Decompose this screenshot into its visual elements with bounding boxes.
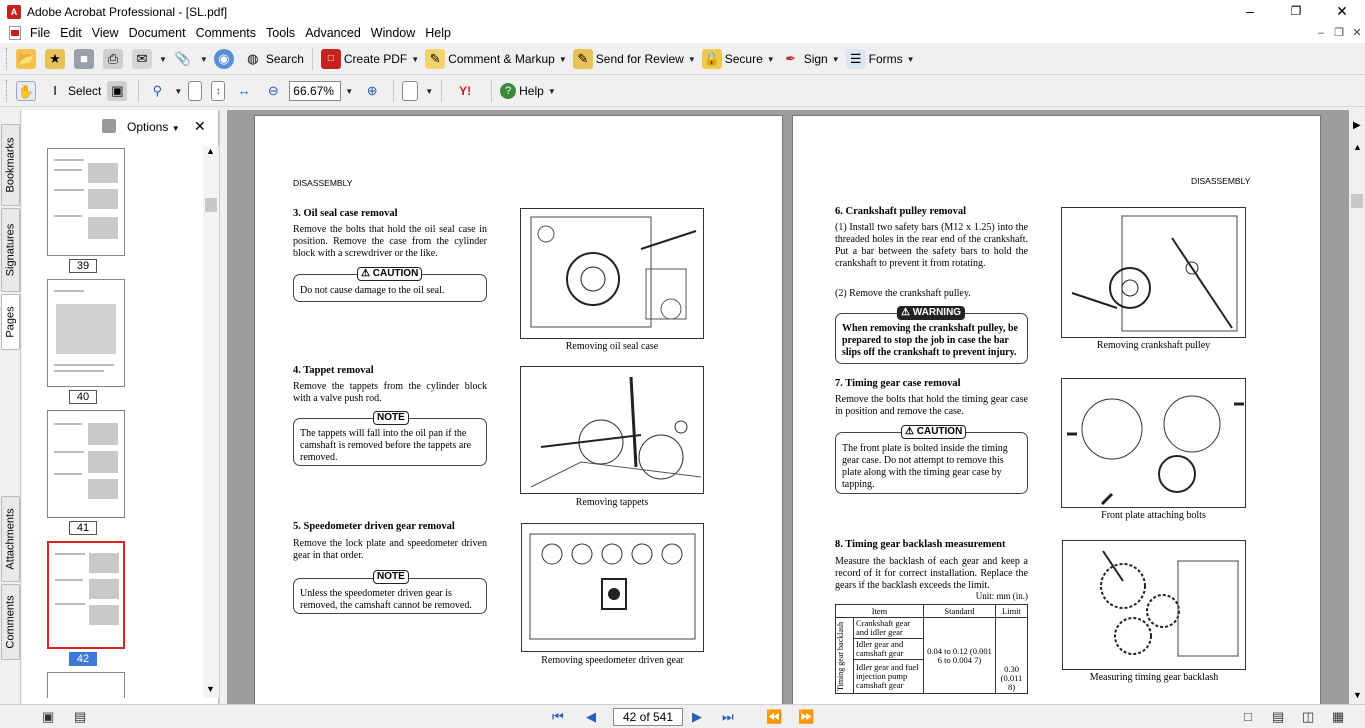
table-header-item: Item: [836, 605, 924, 618]
next-page-icon[interactable]: ▶: [692, 709, 702, 724]
section-title: 6. Crankshaft pulley removal: [835, 206, 967, 217]
thumbnail-page-number: 39: [69, 259, 97, 273]
thumbnail-scrollbar[interactable]: [203, 146, 219, 698]
rotate-view-icon: [402, 81, 418, 101]
section-item: (1) Install two safety bars (M12 x 1.25) into the threaded holes in the rear end of the crankshaft. Put a bar between the safety bars to hold the crankshaft to prevent it from rotating.: [835, 222, 1028, 269]
page-icon: [188, 81, 202, 101]
menu-help[interactable]: Help: [425, 26, 451, 40]
send-for-review-label: Send for Review: [595, 52, 684, 66]
yahoo-icon: Y!: [459, 84, 472, 98]
section-text: Remove the bolts that hold the oil seal case in position. Remove the case from the cylinder block with a screwdriver or the like.: [293, 224, 487, 259]
page-number-field[interactable]: 42 of 541: [613, 708, 683, 726]
table-limit-value: 0.30 (0.011 8): [996, 618, 1028, 694]
warning-box: [835, 313, 1028, 364]
open-button[interactable]: [13, 46, 42, 72]
zoom-in-tool-button[interactable]: [144, 78, 185, 104]
printer-icon: ⎙: [103, 49, 123, 69]
window-title: Adobe Acrobat Professional - [SL.pdf]: [27, 4, 228, 19]
doc-restore-button[interactable]: ❐: [1334, 27, 1344, 39]
warning-text: When removing the crankshaft pulley, be prepared to stop the job in case the bar slips off the crankshaft to prevent injury.: [842, 323, 1018, 358]
toolbar-separator: [312, 48, 313, 70]
select-label: Select: [68, 84, 102, 98]
figure-caption: Removing tappets: [575, 497, 649, 508]
pen-icon: ✒: [785, 51, 797, 66]
thumbnail-page-number: 40: [69, 390, 97, 404]
menu-advanced[interactable]: Advanced: [305, 26, 361, 40]
panel-expand-icon[interactable]: ▶: [1353, 120, 1361, 131]
chevron-down-icon: ▼: [174, 86, 183, 96]
section-text: Measure the backlash of each gear and keep a record of it for correct installation. Replace the gears if the backlash exceeds the limit.: [835, 556, 1028, 591]
actual-size-button[interactable]: [185, 78, 208, 104]
section-text: Remove the lock plate and speedometer driven gear in that order.: [293, 538, 487, 561]
document-scrollbar[interactable]: [1349, 110, 1365, 704]
menu-document[interactable]: Document: [128, 26, 186, 40]
attach-button[interactable]: [170, 46, 211, 72]
plus-circle-icon: ⊕: [366, 83, 378, 98]
tab-attachments-label: Attachments: [4, 508, 17, 570]
fit-page-button[interactable]: [208, 78, 231, 104]
toolbar-separator: [491, 80, 492, 102]
magnifier-icon: ⚲: [152, 83, 163, 98]
acrobat-app-icon: A: [7, 5, 21, 19]
chevron-down-icon: ▼: [558, 54, 567, 64]
fit-width-icon: ↔: [237, 83, 251, 98]
menu-view[interactable]: View: [91, 26, 119, 40]
figure-caption: Measuring timing gear backlash: [1089, 672, 1219, 683]
comment-markup-label: Comment & Markup: [448, 52, 555, 66]
paperclip-icon: 📎: [174, 51, 192, 66]
toolbar-separator: [441, 80, 442, 102]
continuous-icon[interactable]: ▤: [1272, 709, 1285, 724]
scroll-down-icon[interactable]: ▼: [1353, 690, 1362, 700]
help-button[interactable]: [497, 78, 559, 104]
fit-width-button[interactable]: [231, 78, 260, 104]
document-view: [227, 110, 1349, 704]
scroll-up-icon[interactable]: ▲: [206, 146, 215, 156]
chevron-down-icon: ▼: [425, 86, 434, 96]
camera-icon: ▣: [107, 81, 127, 101]
pages-panel: [22, 110, 219, 704]
search-button[interactable]: [240, 46, 307, 72]
backlash-spec-table: [835, 604, 1028, 694]
page-thumbnail[interactable]: [47, 279, 125, 387]
text-cursor-icon: I: [53, 83, 57, 98]
note-text: The tappets will fall into the oil pan if the camshaft is removed before the tappets are removed.: [300, 428, 472, 463]
table-header-limit: Limit: [996, 605, 1028, 618]
search-label: Search: [265, 52, 304, 66]
page-layout-icon[interactable]: ▣: [42, 709, 55, 724]
options-menu[interactable]: [127, 120, 180, 134]
save-icon: ■: [74, 49, 94, 69]
note-tag-text: NOTE: [377, 571, 405, 582]
previous-view-icon[interactable]: ⏪: [766, 709, 783, 724]
tab-comments-label: Comments: [4, 595, 17, 649]
menu-bar: [0, 23, 1365, 43]
secure-button[interactable]: [699, 46, 778, 72]
pdf-page-left: [254, 115, 783, 704]
menu-tools[interactable]: Tools: [266, 26, 296, 40]
doc-close-button[interactable]: ✕: [1352, 27, 1362, 39]
organizer-icon: ★: [45, 49, 65, 69]
caution-text: Do not cause damage to the oil seal.: [300, 285, 445, 296]
navigation-tabs: [0, 110, 21, 704]
sign-button[interactable]: [778, 46, 843, 72]
chevron-down-icon: ▼: [766, 54, 775, 64]
scroll-thumb[interactable]: [1351, 194, 1363, 208]
table-row-label: Idler gear and fuel injection pump camshaft gear: [854, 660, 924, 694]
chevron-down-icon: ▼: [906, 54, 915, 64]
page-header: DISASSEMBLY: [293, 178, 353, 188]
unit-label: Unit: mm (in.): [975, 591, 1028, 601]
page-thumbnail[interactable]: [47, 672, 125, 698]
warning-tag-text: WARNING: [912, 307, 962, 318]
page-header: DISASSEMBLY: [1191, 176, 1251, 186]
panel-splitter[interactable]: [219, 110, 226, 704]
binoculars-icon: ◍: [247, 51, 259, 66]
next-view-icon[interactable]: ⏩: [798, 709, 815, 724]
figure-caption: Removing oil seal case: [565, 341, 659, 352]
help-label: Help: [519, 84, 544, 98]
navigation-toolbar: [0, 76, 1365, 107]
email-button[interactable]: [129, 46, 170, 72]
section-text: Remove the tappets from the cylinder block with a valve push rod.: [293, 381, 487, 404]
tab-pages[interactable]: [1, 294, 20, 350]
secure-label: Secure: [724, 52, 763, 66]
minimize-button[interactable]: –: [1246, 3, 1254, 19]
figure-crankshaft-pulley: [1061, 207, 1246, 338]
trash-icon[interactable]: [102, 119, 116, 133]
figure-caption: Front plate attaching bolts: [1101, 510, 1206, 521]
section-title: 5. Speedometer driven gear removal: [293, 521, 455, 532]
caution-text: The front plate is bolted inside the timing gear case. Do not attempt to remove this plate along with the timing gear case by tapping.: [842, 443, 1008, 490]
warning-label: ⚠ WARNING: [897, 306, 965, 320]
thumbnail-list: [22, 146, 202, 698]
restore-button[interactable]: ❐: [1290, 4, 1302, 18]
close-window-button[interactable]: ✕: [1336, 3, 1348, 19]
note-label: [373, 570, 409, 584]
tab-attachments[interactable]: [1, 496, 20, 582]
organizer-button[interactable]: [42, 46, 71, 72]
caution-box: [835, 432, 1028, 494]
email-icon: ✉: [132, 49, 152, 69]
table-header-standard: Standard: [924, 605, 996, 618]
page-thumbnail-selected[interactable]: [47, 541, 125, 649]
tab-signatures[interactable]: [1, 208, 20, 292]
page-thumbnail[interactable]: [47, 148, 125, 256]
comment-icon: ✎: [425, 49, 445, 69]
table-row-label: Idler gear and camshaft gear: [854, 639, 924, 660]
file-toolbar: [0, 44, 1365, 75]
print-button[interactable]: [100, 46, 129, 72]
tab-signatures-label: Signatures: [4, 223, 17, 277]
menu-comments[interactable]: Comments: [195, 26, 256, 40]
sign-label: Sign: [803, 52, 828, 66]
caution-tag-text: CAUTION: [372, 268, 419, 279]
section-title: 4. Tappet removal: [293, 365, 374, 376]
help-icon: ?: [500, 83, 516, 99]
create-pdf-icon: □: [321, 49, 341, 69]
forms-label: Forms: [868, 52, 903, 66]
section-item: (2) Remove the crankshaft pulley.: [835, 288, 971, 299]
section-text: Remove the bolts that hold the timing gear case in position and remove the case.: [835, 394, 1028, 417]
figure-caption: Removing crankshaft pulley: [1096, 340, 1211, 351]
create-pdf-button[interactable]: [318, 46, 422, 72]
zoom-level-input[interactable]: 66.67%: [289, 81, 341, 101]
table-row-label: Crankshaft gear and idler gear: [854, 618, 924, 639]
chevron-down-icon: ▼: [547, 86, 556, 96]
pages-panel-header: [22, 110, 219, 142]
toolbar-separator: [138, 80, 139, 102]
note-tag-text: NOTE: [377, 412, 405, 423]
menu-file[interactable]: File: [30, 26, 51, 40]
scroll-thumb[interactable]: [205, 198, 217, 212]
single-page-icon[interactable]: □: [1244, 709, 1252, 724]
page-thumbnail[interactable]: [47, 410, 125, 518]
zoom-dropdown-icon[interactable]: ▼: [345, 86, 354, 96]
create-pdf-label: Create PDF: [343, 52, 408, 66]
status-bar: [0, 704, 1365, 728]
figure-tappets: [520, 366, 704, 494]
page-view-icon[interactable]: ▤: [74, 709, 87, 724]
zoom-in-button[interactable]: [359, 78, 388, 104]
continuous-facing-icon[interactable]: ▦: [1332, 709, 1345, 724]
save-button[interactable]: [71, 46, 100, 72]
table-standard-value: 0.04 to 0.12 (0.001 6 to 0.004 7): [924, 618, 996, 694]
tab-bookmarks-label: Bookmarks: [4, 137, 17, 193]
forms-icon: ☰: [846, 49, 866, 69]
select-tool-button[interactable]: [42, 78, 104, 104]
options-label: Options: [127, 120, 169, 134]
caution-label: ⚠ CAUTION: [901, 425, 966, 439]
comment-markup-button[interactable]: [422, 46, 570, 72]
lock-icon: 🔒: [702, 49, 722, 69]
hand-tool-button[interactable]: [13, 78, 42, 104]
chevron-down-icon: ▼: [411, 54, 420, 64]
figure-speedometer-gear: [521, 523, 704, 652]
note-label: [373, 411, 409, 425]
caution-tag-text: CAUTION: [916, 426, 963, 437]
note-text: Unless the speedometer driven gear is removed, the camshaft cannot be removed.: [300, 588, 472, 611]
note-box: [293, 418, 487, 466]
chevron-down-icon: ▼: [687, 54, 696, 64]
section-title: 8. Timing gear backlash measurement: [835, 539, 1006, 550]
hand-icon: ✋: [16, 81, 36, 101]
figure-timing-gears: [1062, 540, 1246, 670]
minus-circle-icon: ⊖: [267, 83, 279, 98]
figure-oil-seal-case: [520, 208, 704, 339]
chevron-down-icon: ▼: [199, 54, 208, 64]
snapshot-button[interactable]: [104, 78, 133, 104]
first-page-icon[interactable]: ⏮: [552, 709, 564, 724]
web-button[interactable]: [211, 46, 240, 72]
yahoo-toolbar-button[interactable]: [447, 78, 486, 104]
close-panel-icon[interactable]: ✕: [194, 118, 206, 134]
forms-button[interactable]: [843, 46, 918, 72]
rotate-button[interactable]: [399, 78, 436, 104]
table-group-label: Timing gear backlash: [836, 621, 845, 691]
figure-front-plate: [1061, 378, 1246, 508]
zoom-out-button[interactable]: [260, 78, 289, 104]
figure-caption: Removing speedometer driven gear: [541, 655, 684, 666]
scroll-up-icon[interactable]: ▲: [1353, 142, 1362, 152]
pdf-page-right: [792, 115, 1321, 704]
doc-minimize-button[interactable]: –: [1317, 27, 1325, 39]
last-page-icon[interactable]: ⏭: [722, 709, 734, 724]
chevron-down-icon: ▼: [831, 54, 840, 64]
thumbnail-page-number-selected: 42: [69, 652, 97, 666]
scroll-down-icon[interactable]: ▼: [206, 684, 215, 694]
caution-label: ⚠ CAUTION: [357, 267, 422, 281]
globe-icon: ◉: [214, 49, 234, 69]
table-group-cell: [836, 618, 854, 694]
menu-window[interactable]: Window: [370, 26, 416, 40]
facing-icon[interactable]: ◫: [1302, 709, 1315, 724]
title-bar: [0, 0, 1365, 23]
tab-pages-label: Pages: [4, 306, 17, 338]
send-for-review-button[interactable]: [570, 46, 699, 72]
folder-open-icon: 📂: [16, 49, 36, 69]
review-icon: ✎: [573, 49, 593, 69]
tab-comments[interactable]: [1, 584, 20, 660]
tab-bookmarks[interactable]: [1, 124, 20, 206]
section-title: 3. Oil seal case removal: [293, 208, 398, 219]
fit-page-icon: ↕: [211, 81, 225, 101]
toolbar-grip: [6, 80, 9, 102]
section-title: 7. Timing gear case removal: [835, 378, 961, 389]
toolbar-separator: [393, 80, 394, 102]
toolbar-grip: [6, 48, 9, 70]
thumbnail-page-number: 41: [69, 521, 97, 535]
previous-page-icon[interactable]: ◀: [586, 709, 596, 724]
chevron-down-icon: ▼: [171, 124, 180, 133]
menu-edit[interactable]: Edit: [60, 26, 82, 40]
chevron-down-icon: ▼: [159, 54, 167, 64]
document-icon[interactable]: [9, 26, 21, 40]
